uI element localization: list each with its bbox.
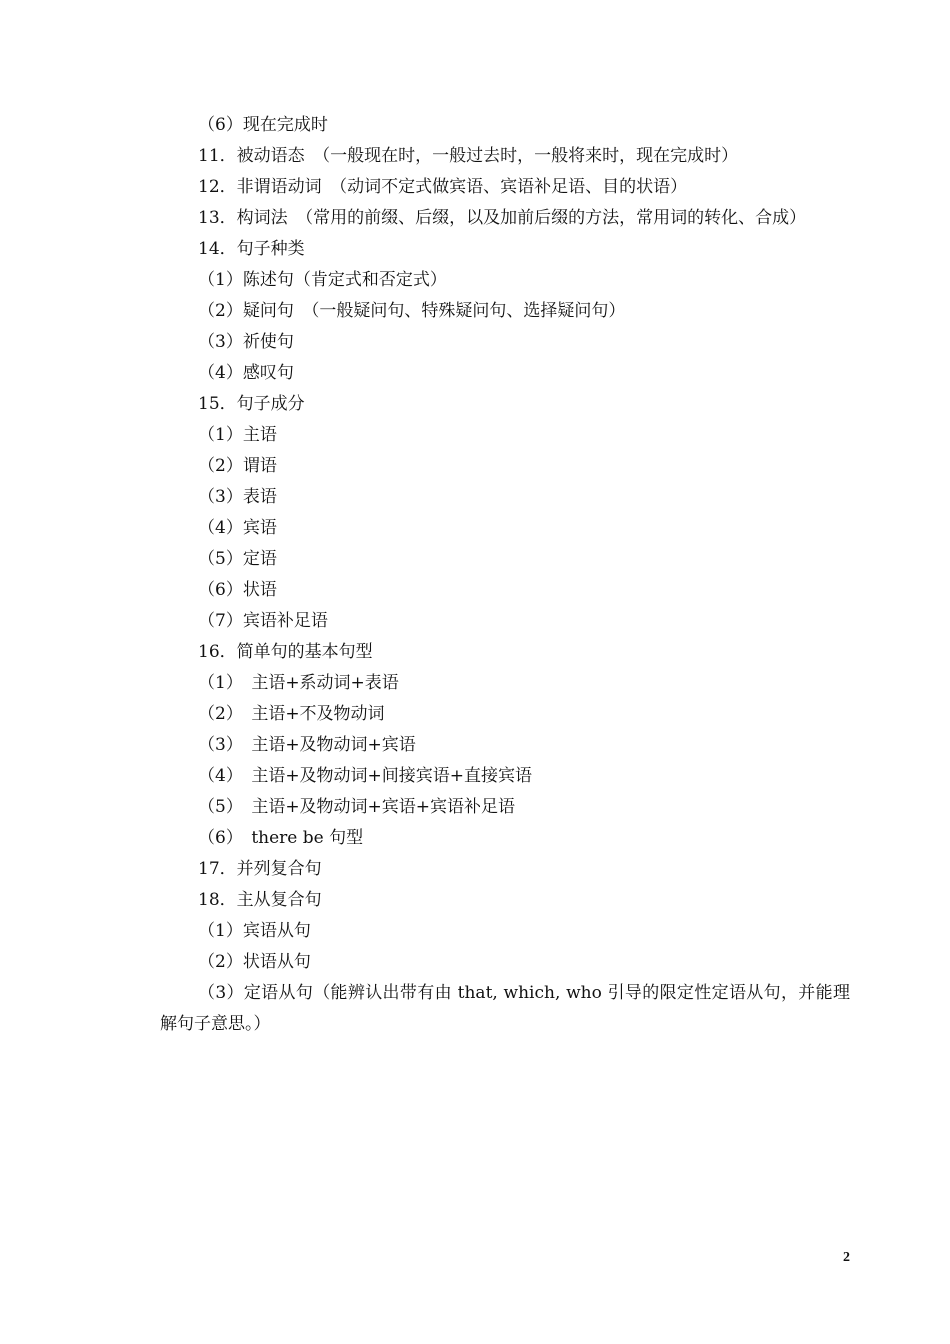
list-item: （1）陈述句（肯定式和否定式） (198, 270, 447, 290)
list-item: （7）宾语补足语 (198, 611, 328, 631)
list-item: （2） 主语+不及物动词 (198, 704, 385, 724)
list-item: （2）疑问句 （一般疑问句、特殊疑问句、选择疑问句） (198, 301, 626, 321)
list-item: （6）状语 (198, 580, 277, 600)
list-item: （3）定语从句（能辨认出带有由 that, which, who 引导的限定性定语从句，并能理解句子意思。） (160, 983, 850, 1034)
list-item: （1）主语 (198, 425, 277, 445)
list-item: 12．非谓语动词 （动词不定式做宾语、宾语补足语、目的状语） (198, 177, 688, 197)
list-item: 11．被动语态 （一般现在时，一般过去时，一般将来时，现在完成时） (198, 146, 739, 166)
list-item: （3）祈使句 (198, 332, 294, 352)
list-item: （3） 主语+及物动词+宾语 (198, 735, 416, 755)
list-item: 14．句子种类 (198, 239, 305, 259)
list-item: （2）状语从句 (198, 952, 311, 972)
list-item: （6）现在完成时 (198, 115, 328, 135)
list-item: （4）宾语 (198, 518, 277, 538)
list-item: （5） 主语+及物动词+宾语+宾语补足语 (198, 797, 516, 817)
list-item: （1）宾语从句 (198, 921, 311, 941)
list-item: 13．构词法 （常用的前缀、后缀，以及加前后缀的方法，常用词的转化、合成） (198, 208, 807, 228)
list-item: 16．简单句的基本句型 (198, 642, 373, 662)
list-item: 18．主从复合句 (198, 890, 322, 910)
page-number: 2 (843, 1250, 850, 1265)
list-item: （4） 主语+及物动词+间接宾语+直接宾语 (198, 766, 533, 786)
list-item: （2）谓语 (198, 456, 277, 476)
list-item: （5）定语 (198, 549, 277, 569)
list-item: （3）表语 (198, 487, 277, 507)
syllabus-list (160, 110, 850, 1040)
list-item: （1） 主语+系动词+表语 (198, 673, 399, 693)
list-item: （6） there be 句型 (198, 828, 364, 848)
list-item: （4）感叹句 (198, 363, 294, 383)
list-item: 17．并列复合句 (198, 859, 322, 879)
list-item: 15．句子成分 (198, 394, 305, 414)
